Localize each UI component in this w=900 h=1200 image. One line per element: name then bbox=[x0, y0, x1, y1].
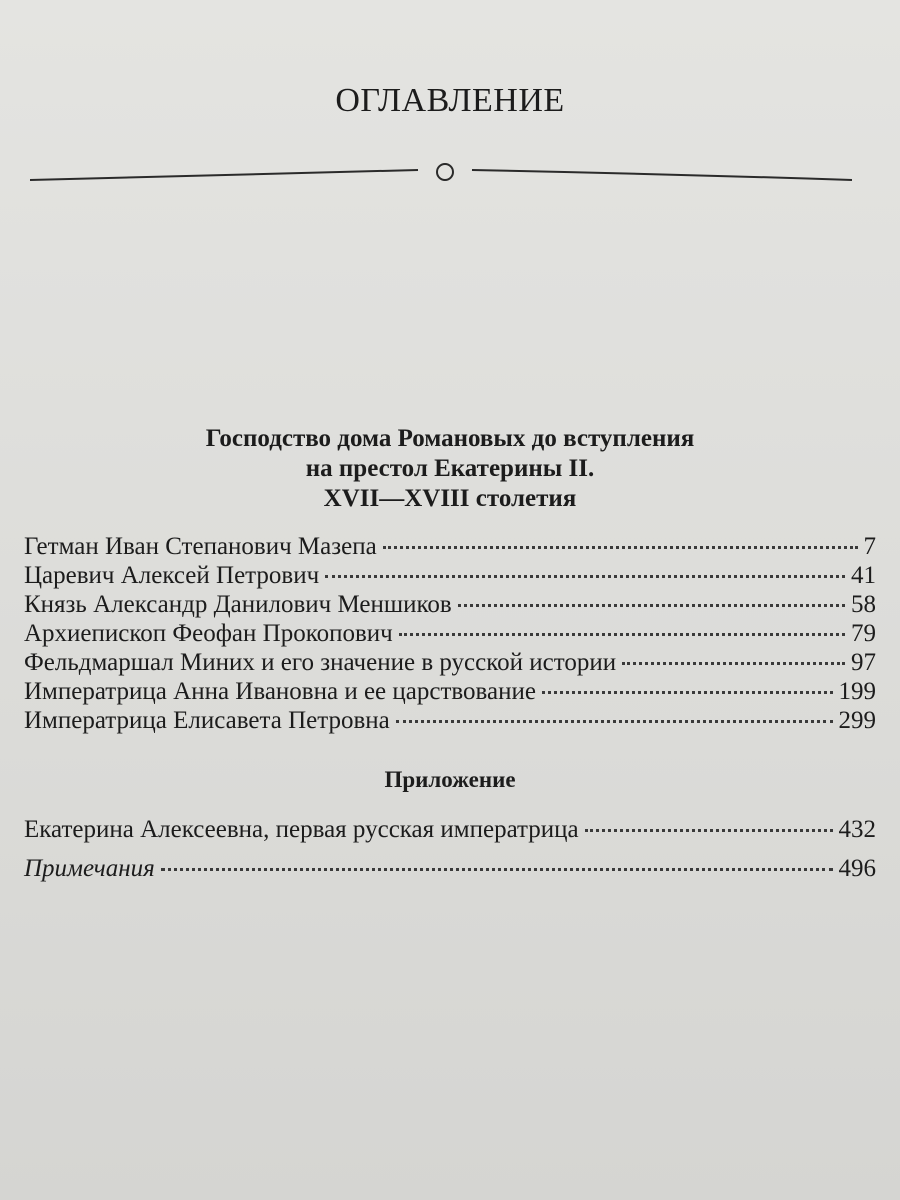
toc-entry-title: Императрица Анна Ивановна и ее царствование bbox=[24, 678, 536, 705]
toc-entry-page: 97 bbox=[851, 649, 876, 676]
toc-entry-page: 496 bbox=[838, 855, 876, 882]
title-ornament bbox=[30, 152, 852, 192]
page-title: ОГЛАВЛЕНИЕ bbox=[335, 82, 565, 119]
toc-entry-page: 79 bbox=[851, 620, 876, 647]
toc-entry[interactable] bbox=[24, 619, 876, 648]
toc-entry-page: 299 bbox=[838, 707, 876, 734]
dot-leader bbox=[325, 575, 845, 578]
toc-entry[interactable] bbox=[24, 532, 876, 561]
toc-entry-title: Фельдмаршал Миних и его значение в русской истории bbox=[24, 649, 617, 676]
appendix-list bbox=[24, 815, 876, 883]
toc-entry-title: Царевич Алексей Петрович bbox=[24, 562, 320, 589]
toc-entry[interactable] bbox=[24, 854, 876, 883]
section-heading-line: на престол Екатерины II. bbox=[305, 455, 595, 482]
toc-entry[interactable] bbox=[24, 706, 876, 735]
dot-leader bbox=[542, 691, 833, 694]
toc-entry[interactable] bbox=[24, 677, 876, 706]
toc-entry-page: 199 bbox=[838, 678, 876, 705]
section-heading bbox=[0, 424, 900, 514]
dot-leader bbox=[161, 868, 833, 871]
toc-entry-title: Екатерина Алексеевна, первая русская императрица bbox=[24, 816, 579, 843]
toc-entry[interactable] bbox=[24, 590, 876, 619]
dot-leader bbox=[396, 720, 833, 723]
dot-leader bbox=[585, 829, 833, 832]
toc-entry[interactable] bbox=[24, 815, 876, 844]
toc-entry-title: Гетман Иван Степанович Мазепа bbox=[24, 533, 377, 560]
toc-list bbox=[24, 532, 876, 735]
toc-entry-page: 41 bbox=[851, 562, 876, 589]
toc-entry-page: 58 bbox=[851, 591, 876, 618]
toc-entry-page: 7 bbox=[863, 533, 876, 560]
toc-entry-title: Архиепископ Феофан Прокопович bbox=[24, 620, 393, 647]
dot-leader bbox=[383, 546, 858, 549]
dot-leader bbox=[399, 633, 845, 636]
toc-entry-title: Примечания bbox=[24, 855, 155, 882]
dot-leader bbox=[622, 662, 845, 665]
toc-entry[interactable] bbox=[24, 648, 876, 677]
toc-entry-title: Императрица Елисавета Петровна bbox=[24, 707, 390, 734]
toc-entry-title: Князь Александр Данилович Меншиков bbox=[24, 591, 452, 618]
toc-entry-page: 432 bbox=[838, 816, 876, 843]
section-heading-line: XVII—XVIII столетия bbox=[323, 485, 577, 512]
appendix-heading: Приложение bbox=[384, 767, 516, 792]
toc-entry[interactable] bbox=[24, 561, 876, 590]
section-heading-line: Господство дома Романовых до вступления bbox=[205, 425, 695, 452]
dot-leader bbox=[458, 604, 845, 607]
